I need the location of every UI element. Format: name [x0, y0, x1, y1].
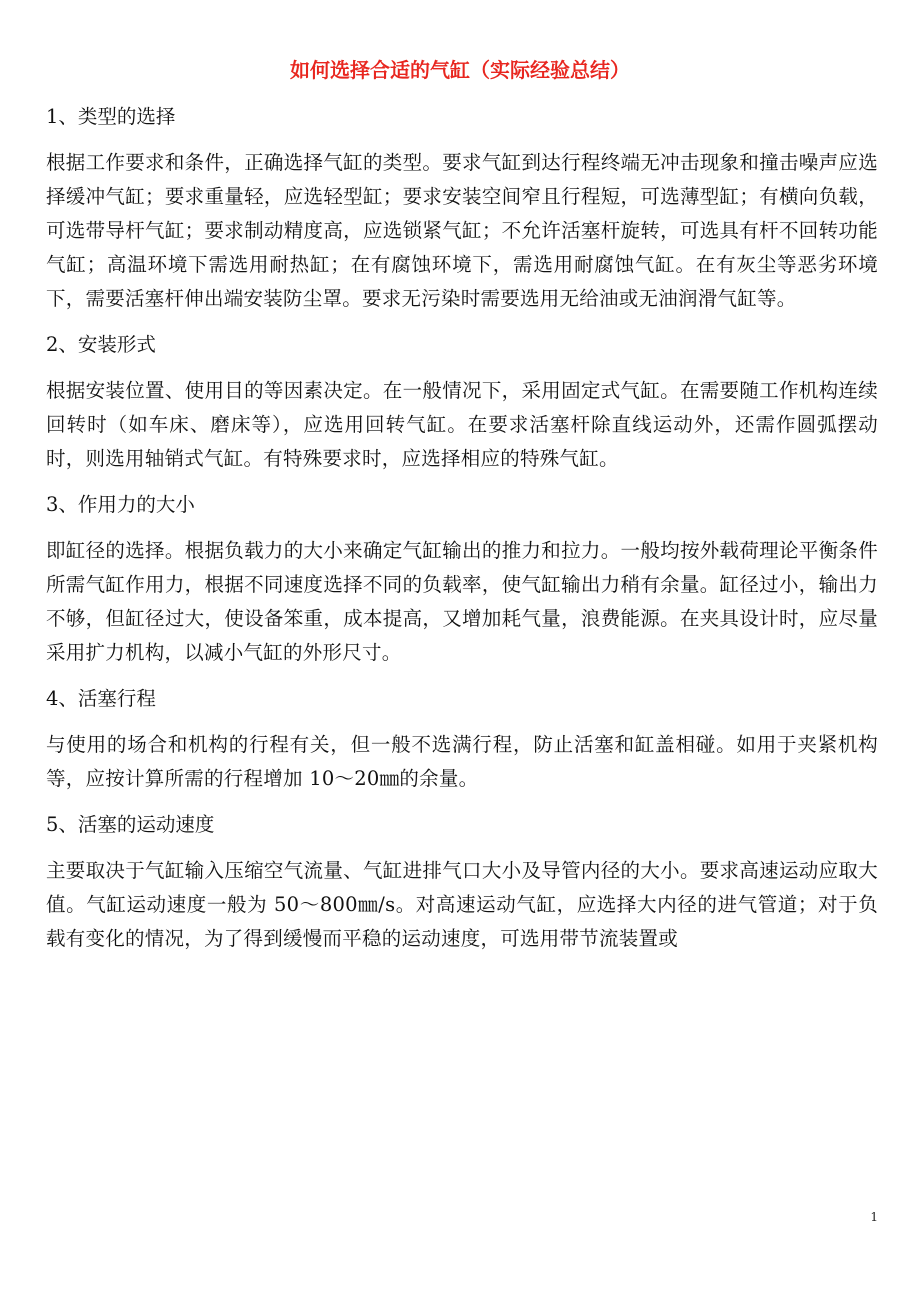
section-body-force-magnitude: 即缸径的选择。根据负载力的大小来确定气缸输出的推力和拉力。一般均按外载荷理论平衡条件所需气缸作用力，根据不同速度选择不同的负载率，使气缸输出力稍有余量。缸径过小，输出力不够，但缸径过大，使设备笨重，成本提高，又增加耗气量，浪费能源。在夹具设计时，应尽量采用扩力机构，以减小气缸的外形尺寸。 [46, 539, 878, 664]
section-body-piston-stroke: 与使用的场合和机构的行程有关，但一般不选满行程，防止活塞和缸盖相碰。如用于夹紧机构等，应按计算所需的行程增加 10～20㎜的余量。 [46, 733, 878, 790]
section-body-piston-speed: 主要取决于气缸输入压缩空气流量、气缸进排气口大小及导管内径的大小。要求高速运动应取大值。气缸运动速度一般为 50～800㎜/s。对高速运动气缸，应选择大内径的进气管道；对于负载有变化的情况，为了得到缓慢而平稳的运动速度，可选用带节流装置或 [46, 859, 878, 950]
section-body-type-selection: 根据工作要求和条件，正确选择气缸的类型。要求气缸到达行程终端无冲击现象和撞击噪声应选择缓冲气缸；要求重量轻，应选轻型缸；要求安装空间窄且行程短，可选薄型缸；有横向负载，可选带导杆气缸；要求制动精度高，应选锁紧气缸；不允许活塞杆旋转，可选具有杆不回转功能气缸；高温环境下需选用耐热缸；在有腐蚀环境下，需选用耐腐蚀气缸。在有灰尘等恶劣环境下，需要活塞杆伸出端安装防尘罩。要求无污染时需要选用无给油或无油润滑气缸等。 [46, 151, 878, 310]
section-heading-piston-stroke: 4、活塞行程 [46, 687, 156, 710]
document-body [46, 100, 878, 968]
section-heading-type-selection: 1、类型的选择 [46, 105, 176, 128]
section-heading-piston-speed: 5、活塞的运动速度 [46, 813, 215, 836]
section-heading-force-magnitude: 3、作用力的大小 [46, 493, 195, 516]
page-number: 1 [870, 1210, 878, 1224]
document-title: 如何选择合适的气缸（实际经验总结） [290, 58, 630, 82]
section-heading-installation-form: 2、安装形式 [46, 333, 156, 356]
section-body-installation-form: 根据安装位置、使用目的等因素决定。在一般情况下，采用固定式气缸。在需要随工作机构连续回转时（如车床、磨床等），应选用回转气缸。在要求活塞杆除直线运动外，还需作圆弧摆动时，则选用轴销式气缸。有特殊要求时，应选择相应的特殊气缸。 [46, 379, 878, 470]
